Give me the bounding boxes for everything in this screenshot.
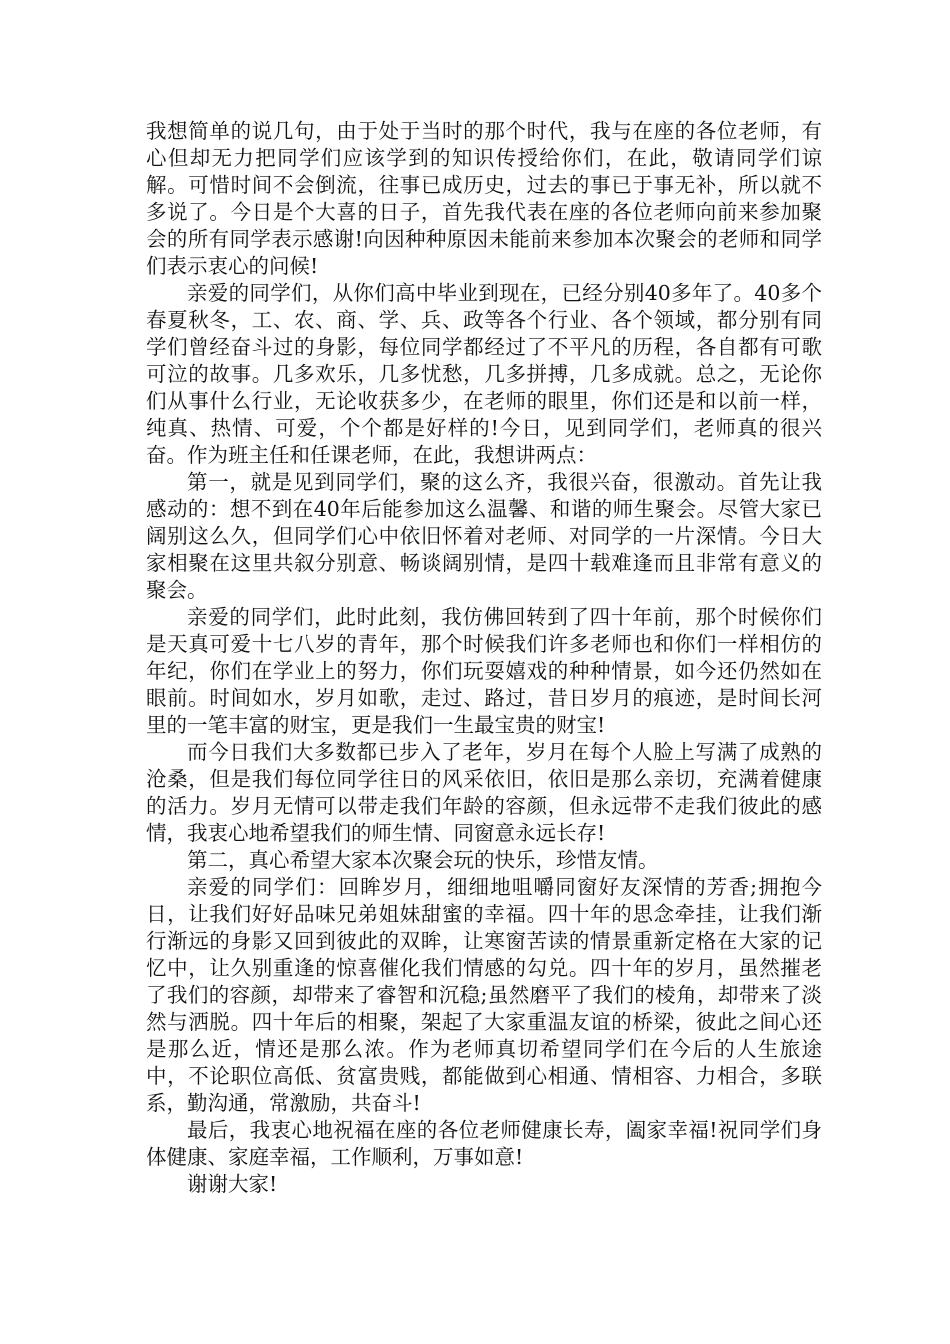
document-body bbox=[146, 118, 822, 1198]
paragraph-forty-years: 亲爱的同学们，从你们高中毕业到现在，已经分别40多年了。40多个春夏秋冬，工、农、商、学、兵、政等各个行业、各个领域，都分别有同学们曾经奋斗过的身影，每位同学都经过了不平凡的历程，各自都有可歌可泣的故事。几多欢乐，几多忧愁，几多拼搏，几多成就。总之，无论你们从事什么行业，无论收获多少，在老师的眼里，你们还是和以前一样，纯真、热情、可爱，个个都是好样的!今日，见到同学们，老师真的很兴奋。作为班主任和任课老师，在此，我想讲两点： bbox=[146, 281, 822, 467]
paragraph-opening: 我想简单的说几句，由于处于当时的那个时代，我与在座的各位老师，有心但却无力把同学们应该学到的知识传授给你们，在此，敬请同学们谅解。可惜时间不会倒流，往事已成历史，过去的事已于事无补，所以就不多说了。今日是个大喜的日子，首先我代表在座的各位老师向前来参加聚会的所有同学表示感谢!向因种种原因未能前来参加本次聚会的老师和同学们表示衷心的问候! bbox=[146, 119, 822, 278]
paragraph-point-two: 第二，真心希望大家本次聚会玩的快乐，珍惜友情。 bbox=[187, 848, 659, 872]
paragraph-friendship: 亲爱的同学们：回眸岁月，细细地咀嚼同窗好友深情的芳香;拥抱今日，让我们好好品味兄弟姐妹甜蜜的幸福。四十年的思念牵挂，让我们渐行渐远的身影又回到彼此的双眸，让寒窗苦读的情景重新定格在大家的记忆中，让久别重逢的惊喜催化我们情感的勾兑。四十年的岁月，虽然摧老了我们的容颜，却带来了睿智和沉稳;虽然磨平了我们的棱角，却带来了淡然与洒脱。四十年后的相聚，架起了大家重温友谊的桥梁，彼此之间心还是那么近，情还是那么浓。作为老师真切希望同学们在今后的人生旅途中，不论职位高低、贫富贵贱，都能做到心相通、情相容、力相合，多联系，勤沟通，常激励，共奋斗! bbox=[146, 875, 822, 1115]
paragraph-point-one: 第一，就是见到同学们，聚的这么齐，我很兴奋，很激动。首先让我感动的：想不到在40年后能参加这么温馨、和谐的师生聚会。尽管大家已阔别这么久，但同学们心中依旧怀着对老师、对同学的一片深情。今日大家相聚在这里共叙分别意、畅谈阔别情，是四十载难逢而且非常有意义的聚会。 bbox=[146, 470, 822, 602]
paragraph-blessing: 最后，我衷心地祝福在座的各位老师健康长寿，阖家幸福!祝同学们身体健康、家庭幸福，工作顺利，万事如意! bbox=[146, 1118, 822, 1169]
paragraph-old-age: 而今日我们大多数都已步入了老年，岁月在每个人脸上写满了成熟的沧桑，但是我们每位同学往日的风采依旧，依旧是那么亲切，充满着健康的活力。岁月无情可以带走我们年龄的容颜，但永远带不走我们彼此的感情，我衷心地希望我们的师生情、同窗意永远长存! bbox=[146, 740, 822, 845]
paragraph-thanks: 谢谢大家! bbox=[187, 1172, 278, 1196]
paragraph-memories: 亲爱的同学们，此时此刻，我仿佛回转到了四十年前，那个时候你们是天真可爱十七八岁的青年，那个时候我们许多老师也和你们一样相仿的年纪，你们在学业上的努力，你们玩耍嬉戏的种种情景，如今还仍然如在眼前。时间如水，岁月如歌，走过、路过，昔日岁月的痕迹，是时间长河里的一笔丰富的财宝，更是我们一生最宝贵的财宝! bbox=[146, 605, 822, 737]
